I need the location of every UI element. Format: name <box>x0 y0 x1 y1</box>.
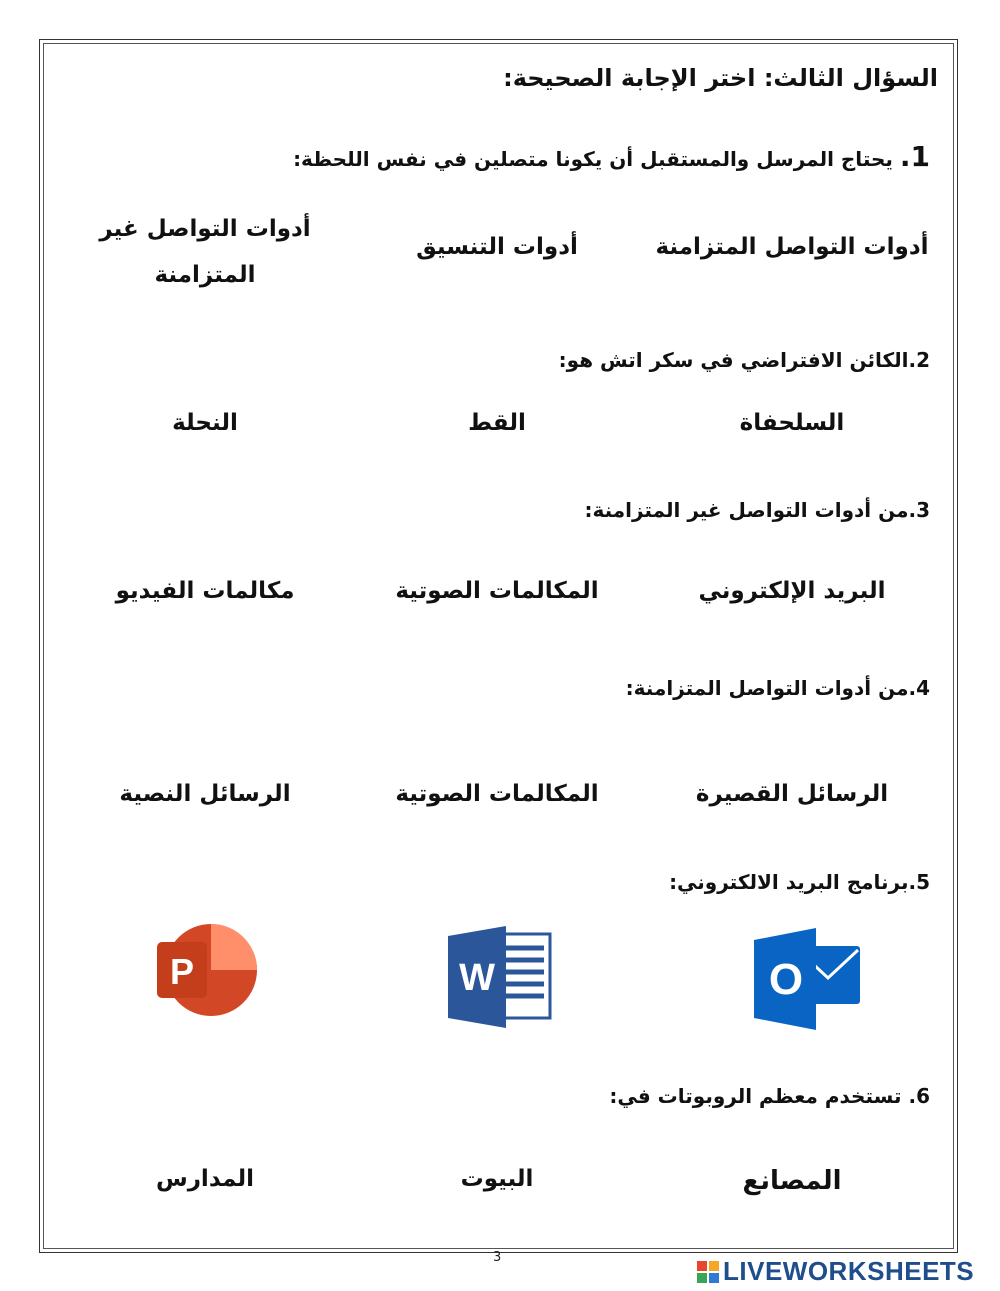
q1-option-2[interactable]: أدوات التنسيق <box>416 234 578 260</box>
question-6 <box>609 1084 930 1108</box>
q6-option-3[interactable]: المدارس <box>155 1166 255 1192</box>
question-5-text: برنامج البريد الالكتروني: <box>669 870 909 894</box>
powerpoint-icon[interactable] <box>155 922 259 1022</box>
q2-option-3[interactable]: النحلة <box>172 410 238 436</box>
question-1 <box>293 140 930 173</box>
page-number: 3 <box>493 1250 502 1265</box>
question-6-number: 6. <box>908 1084 930 1108</box>
q2-option-2[interactable]: القط <box>468 410 526 436</box>
liveworksheets-logo[interactable] <box>697 1256 974 1287</box>
q3-option-1[interactable]: البريد الإلكتروني <box>698 578 886 604</box>
q4-option-1[interactable]: الرسائل القصيرة <box>695 781 889 807</box>
q2-option-1[interactable]: السلحفاة <box>739 410 845 436</box>
question-6-text: تستخدم معظم الروبوتات في: <box>609 1084 909 1108</box>
q6-option-2[interactable]: البيوت <box>460 1166 534 1192</box>
question-1-number: 1. <box>899 140 930 173</box>
question-4-text: من أدوات التواصل المتزامنة: <box>625 676 909 700</box>
question-5 <box>669 870 930 894</box>
liveworksheets-logo-icon <box>697 1261 719 1283</box>
q4-option-3[interactable]: الرسائل النصية <box>119 781 291 807</box>
q1-option-3[interactable]: أدوات التواصل غير المتزامنة <box>99 216 311 288</box>
word-icon[interactable] <box>446 926 552 1032</box>
q3-option-2[interactable]: المكالمات الصوتية <box>395 578 599 604</box>
powerpoint-slice-shape <box>211 924 257 970</box>
q1-option-1[interactable]: أدوات التواصل المتزامنة <box>655 234 929 260</box>
question-2 <box>559 348 930 372</box>
q3-option-3[interactable]: مكالمات الفيديو <box>115 578 295 604</box>
question-3-text: من أدوات التواصل غير المتزامنة: <box>584 498 909 522</box>
word-letter: W <box>459 957 495 999</box>
question-5-number: 5. <box>908 870 930 894</box>
powerpoint-letter: P <box>169 951 195 992</box>
question-4-number: 4. <box>908 676 930 700</box>
liveworksheets-logo-text: LIVEWORKSHEETS <box>723 1256 975 1286</box>
question-2-text: الكائن الافتراضي في سكر اتش هو: <box>558 348 909 372</box>
outlook-icon[interactable] <box>752 926 864 1036</box>
section-heading: السؤال الثالث: اختر الإجابة الصحيحة: <box>503 64 938 92</box>
outlook-letter: O <box>768 955 804 1004</box>
question-4 <box>626 676 930 700</box>
question-1-text: يحتاج المرسل والمستقبل أن يكونا متصلين في نفس اللحظة: <box>293 147 900 171</box>
question-2-number: 2. <box>908 348 930 372</box>
q4-option-2[interactable]: المكالمات الصوتية <box>395 781 599 807</box>
question-3 <box>584 498 930 522</box>
q6-option-1[interactable]: المصانع <box>742 1166 842 1196</box>
question-3-number: 3. <box>908 498 930 522</box>
